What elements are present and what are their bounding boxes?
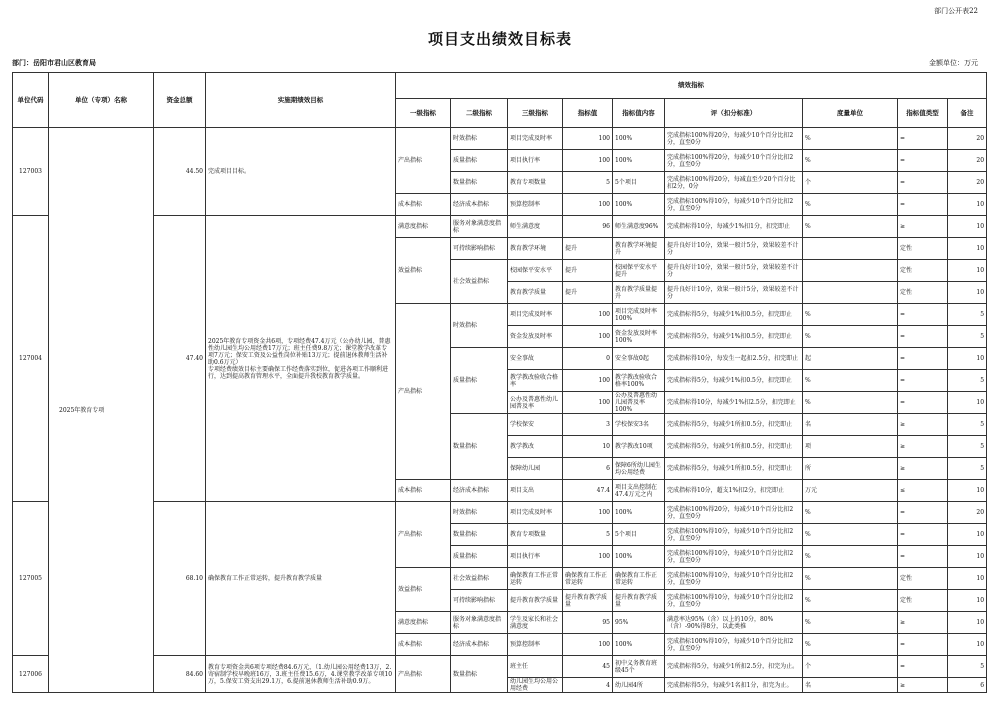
table-row bbox=[13, 216, 987, 238]
value-cell: 100 bbox=[563, 634, 613, 656]
goal-cell: 2025年教育专项资金共6项，专项经费47.4万元（公办幼儿园、普惠性幼儿园生均公用经费17万元；班主任费9.8万元；课堂教学改革专项7万元；保安工资及公益性岗位补贴13万元；提前退休教师生活补助0.6万元） 专项经费绩效目标主要确保工作经费落实到位，促进各项工作顺利进行，达到提高教育管理水平，全面提升我校教育教学质量。 bbox=[206, 216, 396, 502]
value-cell: 6 bbox=[563, 458, 613, 480]
level3-cell: 安全事故 bbox=[508, 348, 563, 370]
table-row bbox=[13, 128, 987, 150]
total-funds-cell: 44.50 bbox=[154, 128, 206, 216]
level2-cell: 时效指标 bbox=[451, 502, 508, 524]
scoring-cell: 完成指标得5分，每减少1%扣0.5分，扣完即止 bbox=[665, 304, 803, 326]
scoring-cell: 完成指标100%得10分，每减少10个百分比扣2分，直至0分 bbox=[665, 546, 803, 568]
scoring-cell: 提升良好计10分，效果一般计5分，效果较差不计分 bbox=[665, 238, 803, 260]
value-cell: 0 bbox=[563, 348, 613, 370]
level1-cell: 满意度指标 bbox=[396, 216, 451, 238]
value-cell: 45 bbox=[563, 656, 613, 678]
measure-unit-cell: % bbox=[803, 634, 898, 656]
header-content: 指标值内容 bbox=[613, 99, 665, 128]
scoring-cell: 完成指标得10分，每减少1%扣1分，扣完即止 bbox=[665, 216, 803, 238]
value-cell: 47.4 bbox=[563, 480, 613, 502]
measure-unit-cell: % bbox=[803, 590, 898, 612]
measure-unit-cell: % bbox=[803, 568, 898, 590]
level2-cell: 社会效益指标 bbox=[451, 260, 508, 304]
table-row bbox=[13, 656, 987, 678]
content-cell: 安全事故0起 bbox=[613, 348, 665, 370]
level2-cell: 可持续影响指标 bbox=[451, 590, 508, 612]
value-type-cell: 定性 bbox=[898, 282, 948, 304]
scoring-cell: 完成指标100%得10分，每减少10个百分比扣2分，直至0分 bbox=[665, 590, 803, 612]
value-cell: 10 bbox=[563, 436, 613, 458]
total-funds-cell: 84.60 bbox=[154, 656, 206, 693]
level1-cell: 成本指标 bbox=[396, 194, 451, 216]
level3-cell: 教学教改验收合格率 bbox=[508, 370, 563, 392]
level1-cell: 效益指标 bbox=[396, 568, 451, 612]
goal-cell: 教育专项资金共6项专项经费84.6万元，（1.幼儿园公用经费13万，2.寄宿制学校早晚班16万，3.班主任费15.6万，4.课堂教学改革专项10万，5.保安工资支出29.1万，6.提前退休教师生活补助0.9万。 bbox=[206, 656, 396, 693]
level3-cell: 项目支出 bbox=[508, 480, 563, 502]
value-type-cell: = bbox=[898, 326, 948, 348]
goal-cell: 确保教育工作正常运转，提升教育教学质量 bbox=[206, 502, 396, 656]
level3-cell: 保障幼儿园 bbox=[508, 458, 563, 480]
value-type-cell: ≤ bbox=[898, 480, 948, 502]
measure-unit-cell: % bbox=[803, 128, 898, 150]
level3-cell: 教育教学质量 bbox=[508, 282, 563, 304]
performance-table bbox=[12, 72, 987, 693]
scoring-cell: 完成指标得5分，每减少1所扣2.5分，扣完为止。 bbox=[665, 656, 803, 678]
level3-cell: 幼儿园生均公用公用经费 bbox=[508, 678, 563, 693]
scoring-cell: 完成指标得10分，每发生一起扣2.5分，扣完即止 bbox=[665, 348, 803, 370]
content-cell: 校园保平安水平提升 bbox=[613, 260, 665, 282]
value-type-cell: 定性 bbox=[898, 238, 948, 260]
content-cell: 100% bbox=[613, 546, 665, 568]
goal-cell: 完成项目目标。 bbox=[206, 128, 396, 216]
level2-cell: 时效指标 bbox=[451, 304, 508, 348]
value-type-cell: = bbox=[898, 348, 948, 370]
measure-unit-cell: 项 bbox=[803, 436, 898, 458]
scoring-cell: 完成指标得5分，每减少1所扣0.5分，扣完即止 bbox=[665, 436, 803, 458]
level2-cell: 数量指标 bbox=[451, 524, 508, 546]
header-unit-code: 单位代码 bbox=[13, 73, 49, 128]
note-cell: 10 bbox=[948, 546, 987, 568]
content-cell: 教学教改验收合格率100% bbox=[613, 370, 665, 392]
measure-unit-cell: % bbox=[803, 370, 898, 392]
level2-cell: 社会效益指标 bbox=[451, 568, 508, 590]
header-goal: 实施期绩效目标 bbox=[206, 73, 396, 128]
scoring-cell: 完成指标100%得20分，每减少10个百分比扣2分，直至0分 bbox=[665, 150, 803, 172]
department-label: 部门：岳阳市君山区教育局 bbox=[12, 58, 96, 67]
level3-cell: 项目完成及时率 bbox=[508, 502, 563, 524]
scoring-cell: 满意率达95%（含）以上的10分，80%（含）-90%得8分，以此类推 bbox=[665, 612, 803, 634]
measure-unit-cell bbox=[803, 282, 898, 304]
note-cell: 5 bbox=[948, 326, 987, 348]
level2-cell: 数量指标 bbox=[451, 656, 508, 693]
value-cell: 100 bbox=[563, 128, 613, 150]
content-cell: 确保教育工作正常运转 bbox=[613, 568, 665, 590]
content-cell: 100% bbox=[613, 634, 665, 656]
level2-cell: 经济成本指标 bbox=[451, 194, 508, 216]
measure-unit-cell: % bbox=[803, 502, 898, 524]
value-type-cell: = bbox=[898, 370, 948, 392]
measure-unit-cell: % bbox=[803, 392, 898, 414]
scoring-cell: 提升良好计10分，效果一般计5分，效果较差不计分 bbox=[665, 260, 803, 282]
note-cell: 5 bbox=[948, 436, 987, 458]
level2-cell: 服务对象满意度指标 bbox=[451, 612, 508, 634]
note-cell: 5 bbox=[948, 304, 987, 326]
value-type-cell: = bbox=[898, 392, 948, 414]
content-cell: 项目完成及时率100% bbox=[613, 304, 665, 326]
note-cell: 10 bbox=[948, 524, 987, 546]
level3-cell: 教育教学环境 bbox=[508, 238, 563, 260]
measure-unit-cell: % bbox=[803, 194, 898, 216]
level1-cell: 产出指标 bbox=[396, 656, 451, 693]
level3-cell: 预算控制率 bbox=[508, 194, 563, 216]
value-type-cell: = bbox=[898, 172, 948, 194]
content-cell: 学校保安3名 bbox=[613, 414, 665, 436]
measure-unit-cell: 名 bbox=[803, 414, 898, 436]
measure-unit-cell: 个 bbox=[803, 172, 898, 194]
note-cell: 10 bbox=[948, 392, 987, 414]
level3-cell: 项目完成及时率 bbox=[508, 304, 563, 326]
value-type-cell: = bbox=[898, 502, 948, 524]
level3-cell: 确保教育工作正常运转 bbox=[508, 568, 563, 590]
scoring-cell: 完成指标得5分，每减少1%扣0.5分，扣完即止 bbox=[665, 326, 803, 348]
measure-unit-cell: % bbox=[803, 216, 898, 238]
measure-unit-cell: % bbox=[803, 612, 898, 634]
level1-cell: 产出指标 bbox=[396, 304, 451, 480]
measure-unit-cell: % bbox=[803, 304, 898, 326]
value-type-cell: = bbox=[898, 150, 948, 172]
content-cell: 5个项目 bbox=[613, 172, 665, 194]
note-cell: 10 bbox=[948, 194, 987, 216]
value-type-cell: = bbox=[898, 656, 948, 678]
value-cell: 5 bbox=[563, 524, 613, 546]
note-cell: 5 bbox=[948, 370, 987, 392]
value-cell: 5 bbox=[563, 172, 613, 194]
value-cell: 提升 bbox=[563, 260, 613, 282]
level3-cell: 公办及普惠性幼儿园普及率 bbox=[508, 392, 563, 414]
value-type-cell: = bbox=[898, 546, 948, 568]
level2-cell: 时效指标 bbox=[451, 128, 508, 150]
value-type-cell: = bbox=[898, 304, 948, 326]
header-level1: 一级指标 bbox=[396, 99, 451, 128]
note-cell: 5 bbox=[948, 656, 987, 678]
scoring-cell: 完成指标100%得10分，每减少10个百分比扣2分，直至0分 bbox=[665, 568, 803, 590]
note-cell: 10 bbox=[948, 238, 987, 260]
level1-cell: 成本指标 bbox=[396, 480, 451, 502]
level1-cell: 产出指标 bbox=[396, 502, 451, 568]
level2-cell: 数量指标 bbox=[451, 414, 508, 480]
measure-unit-cell bbox=[803, 238, 898, 260]
level3-cell: 班主任 bbox=[508, 656, 563, 678]
note-cell: 10 bbox=[948, 260, 987, 282]
content-cell: 5个项目 bbox=[613, 524, 665, 546]
value-type-cell: 定性 bbox=[898, 568, 948, 590]
value-type-cell: ≥ bbox=[898, 436, 948, 458]
note-cell: 20 bbox=[948, 150, 987, 172]
amount-unit-label: 金额单位：万元 bbox=[929, 59, 978, 67]
content-cell: 100% bbox=[613, 150, 665, 172]
scoring-cell: 完成指标得5分，每减少1所扣0.5分，扣完即止 bbox=[665, 414, 803, 436]
header-indicators: 绩效指标 bbox=[396, 73, 987, 99]
unit-code-cell: 127003 bbox=[13, 128, 49, 216]
value-type-cell: = bbox=[898, 524, 948, 546]
content-cell: 教学教改10项 bbox=[613, 436, 665, 458]
level3-cell: 预算控制率 bbox=[508, 634, 563, 656]
content-cell: 教育教学质量提升 bbox=[613, 282, 665, 304]
value-type-cell: = bbox=[898, 194, 948, 216]
level2-cell: 经济成本指标 bbox=[451, 480, 508, 502]
value-type-cell: = bbox=[898, 128, 948, 150]
note-cell: 10 bbox=[948, 480, 987, 502]
header-note: 备注 bbox=[948, 99, 987, 128]
note-cell: 5 bbox=[948, 458, 987, 480]
note-cell: 10 bbox=[948, 282, 987, 304]
scoring-cell: 完成指标100%得20分，每减少10个百分比扣2分，直至0分 bbox=[665, 128, 803, 150]
page-title: 项目支出绩效目标表 bbox=[427, 30, 572, 48]
level3-cell: 学校保安 bbox=[508, 414, 563, 436]
unit-code-cell: 127006 bbox=[13, 656, 49, 693]
level2-cell: 质量指标 bbox=[451, 546, 508, 568]
value-cell: 100 bbox=[563, 150, 613, 172]
level3-cell: 教育专项数量 bbox=[508, 172, 563, 194]
measure-unit-cell: % bbox=[803, 546, 898, 568]
value-cell: 3 bbox=[563, 414, 613, 436]
value-type-cell: ≥ bbox=[898, 414, 948, 436]
content-cell: 100% bbox=[613, 194, 665, 216]
value-type-cell: ≥ bbox=[898, 458, 948, 480]
scoring-cell: 完成指标100%得20分，每减少10个百分比扣2分，直至0分 bbox=[665, 502, 803, 524]
unit-code-cell: 127004 bbox=[13, 216, 49, 502]
value-cell: 确保教育工作正常运转 bbox=[563, 568, 613, 590]
project-name-cell: 2025年教育专项 bbox=[49, 128, 154, 693]
total-funds-cell: 68.10 bbox=[154, 502, 206, 656]
scoring-cell: 完成指标100%得20分，每减直至少20个百分比扣2分，0分 bbox=[665, 172, 803, 194]
level1-cell: 成本指标 bbox=[396, 634, 451, 656]
content-cell: 公办及普惠性幼儿园普及率100% bbox=[613, 392, 665, 414]
note-cell: 10 bbox=[948, 634, 987, 656]
note-cell: 6 bbox=[948, 678, 987, 693]
unit-code-cell: 127005 bbox=[13, 502, 49, 656]
note-cell: 20 bbox=[948, 172, 987, 194]
header-value: 指标值 bbox=[563, 99, 613, 128]
measure-unit-cell: 名 bbox=[803, 678, 898, 693]
value-type-cell: 定性 bbox=[898, 590, 948, 612]
level3-cell: 资金发放及时率 bbox=[508, 326, 563, 348]
value-cell: 100 bbox=[563, 194, 613, 216]
page-number: 部门公开表22 bbox=[934, 7, 978, 15]
value-cell: 100 bbox=[563, 304, 613, 326]
level3-cell: 教学教改 bbox=[508, 436, 563, 458]
note-cell: 20 bbox=[948, 502, 987, 524]
scoring-cell: 完成指标100%得10分，每减少10个百分比扣2分，直至0分 bbox=[665, 194, 803, 216]
level3-cell: 项目执行率 bbox=[508, 150, 563, 172]
content-cell: 100% bbox=[613, 128, 665, 150]
header-value-type: 指标值类型 bbox=[898, 99, 948, 128]
scoring-cell: 完成指标得5分，每减少1%扣0.5分，扣完即止 bbox=[665, 370, 803, 392]
content-cell: 95% bbox=[613, 612, 665, 634]
header-measure-unit: 度量单位 bbox=[803, 99, 898, 128]
content-cell: 初中义务教育班级45个 bbox=[613, 656, 665, 678]
measure-unit-cell: % bbox=[803, 524, 898, 546]
measure-unit-cell: % bbox=[803, 326, 898, 348]
level2-cell: 数量指标 bbox=[451, 172, 508, 194]
value-type-cell: = bbox=[898, 634, 948, 656]
content-cell: 100% bbox=[613, 502, 665, 524]
measure-unit-cell: 个 bbox=[803, 656, 898, 678]
content-cell: 师生满意度96% bbox=[613, 216, 665, 238]
note-cell: 10 bbox=[948, 590, 987, 612]
content-cell: 项目支出控制在47.4万元之内 bbox=[613, 480, 665, 502]
note-cell: 5 bbox=[948, 414, 987, 436]
value-cell: 100 bbox=[563, 392, 613, 414]
level3-cell: 提升教育教学质量 bbox=[508, 590, 563, 612]
level2-cell: 经济成本指标 bbox=[451, 634, 508, 656]
content-cell: 资金发放及时率100% bbox=[613, 326, 665, 348]
value-type-cell: ≥ bbox=[898, 612, 948, 634]
measure-unit-cell: 起 bbox=[803, 348, 898, 370]
value-type-cell: 定性 bbox=[898, 260, 948, 282]
level3-cell: 教育专项数量 bbox=[508, 524, 563, 546]
content-cell: 幼儿园4所 bbox=[613, 678, 665, 693]
scoring-cell: 完成指标100%得10分，每减少10个百分比扣2分，直至0分 bbox=[665, 634, 803, 656]
scoring-cell: 完成指标得10分，超支1%扣2分，扣完即止 bbox=[665, 480, 803, 502]
header-level3: 三级指标 bbox=[508, 99, 563, 128]
level3-cell: 学生及家长和社会满意度 bbox=[508, 612, 563, 634]
header-level2: 二级指标 bbox=[451, 99, 508, 128]
value-cell: 提升教育教学质量 bbox=[563, 590, 613, 612]
measure-unit-cell: 万元 bbox=[803, 480, 898, 502]
note-cell: 20 bbox=[948, 128, 987, 150]
measure-unit-cell: % bbox=[803, 150, 898, 172]
measure-unit-cell: 所 bbox=[803, 458, 898, 480]
scoring-cell: 提升良好计10分，效果一般计5分，效果较差不计分 bbox=[665, 282, 803, 304]
level2-cell: 可持续影响指标 bbox=[451, 238, 508, 260]
header-scoring: 评（扣分标准） bbox=[665, 99, 803, 128]
value-cell: 96 bbox=[563, 216, 613, 238]
header-total-funds: 资金总额 bbox=[154, 73, 206, 128]
note-cell: 10 bbox=[948, 348, 987, 370]
value-cell: 100 bbox=[563, 546, 613, 568]
value-cell: 100 bbox=[563, 326, 613, 348]
level1-cell: 效益指标 bbox=[396, 238, 451, 304]
scoring-cell: 完成指标得10分，每减少1%扣2.5分，扣完即止 bbox=[665, 392, 803, 414]
value-cell: 4 bbox=[563, 678, 613, 693]
value-type-cell: ≥ bbox=[898, 678, 948, 693]
level2-cell: 质量指标 bbox=[451, 348, 508, 414]
header-project-name: 单位（专项）名称 bbox=[49, 73, 154, 128]
measure-unit-cell bbox=[803, 260, 898, 282]
level2-cell: 质量指标 bbox=[451, 150, 508, 172]
value-type-cell: ≥ bbox=[898, 216, 948, 238]
level3-cell: 校园保平安水平 bbox=[508, 260, 563, 282]
scoring-cell: 完成指标得5分，每减少1所扣0.5分，扣完即止 bbox=[665, 458, 803, 480]
value-cell: 提升 bbox=[563, 238, 613, 260]
level1-cell: 满意度指标 bbox=[396, 612, 451, 634]
scoring-cell: 完成指标得5分，每减少1名扣1分，扣完为止。 bbox=[665, 678, 803, 693]
level2-cell: 服务对象满意度指标 bbox=[451, 216, 508, 238]
scoring-cell: 完成指标100%得10分，每减少10个百分比扣2分，直至0分 bbox=[665, 524, 803, 546]
level3-cell: 项目执行率 bbox=[508, 546, 563, 568]
content-cell: 教育教学环境提升 bbox=[613, 238, 665, 260]
value-cell: 100 bbox=[563, 370, 613, 392]
total-funds-cell: 47.40 bbox=[154, 216, 206, 502]
table-row bbox=[13, 502, 987, 524]
content-cell: 保障6所幼儿园生均公用经费 bbox=[613, 458, 665, 480]
note-cell: 10 bbox=[948, 612, 987, 634]
value-cell: 100 bbox=[563, 502, 613, 524]
level3-cell: 项目完成及时率 bbox=[508, 128, 563, 150]
value-cell: 95 bbox=[563, 612, 613, 634]
level3-cell: 师生满意度 bbox=[508, 216, 563, 238]
content-cell: 提升教育教学质量 bbox=[613, 590, 665, 612]
value-cell: 提升 bbox=[563, 282, 613, 304]
note-cell: 10 bbox=[948, 216, 987, 238]
note-cell: 10 bbox=[948, 568, 987, 590]
level1-cell: 产出指标 bbox=[396, 128, 451, 194]
